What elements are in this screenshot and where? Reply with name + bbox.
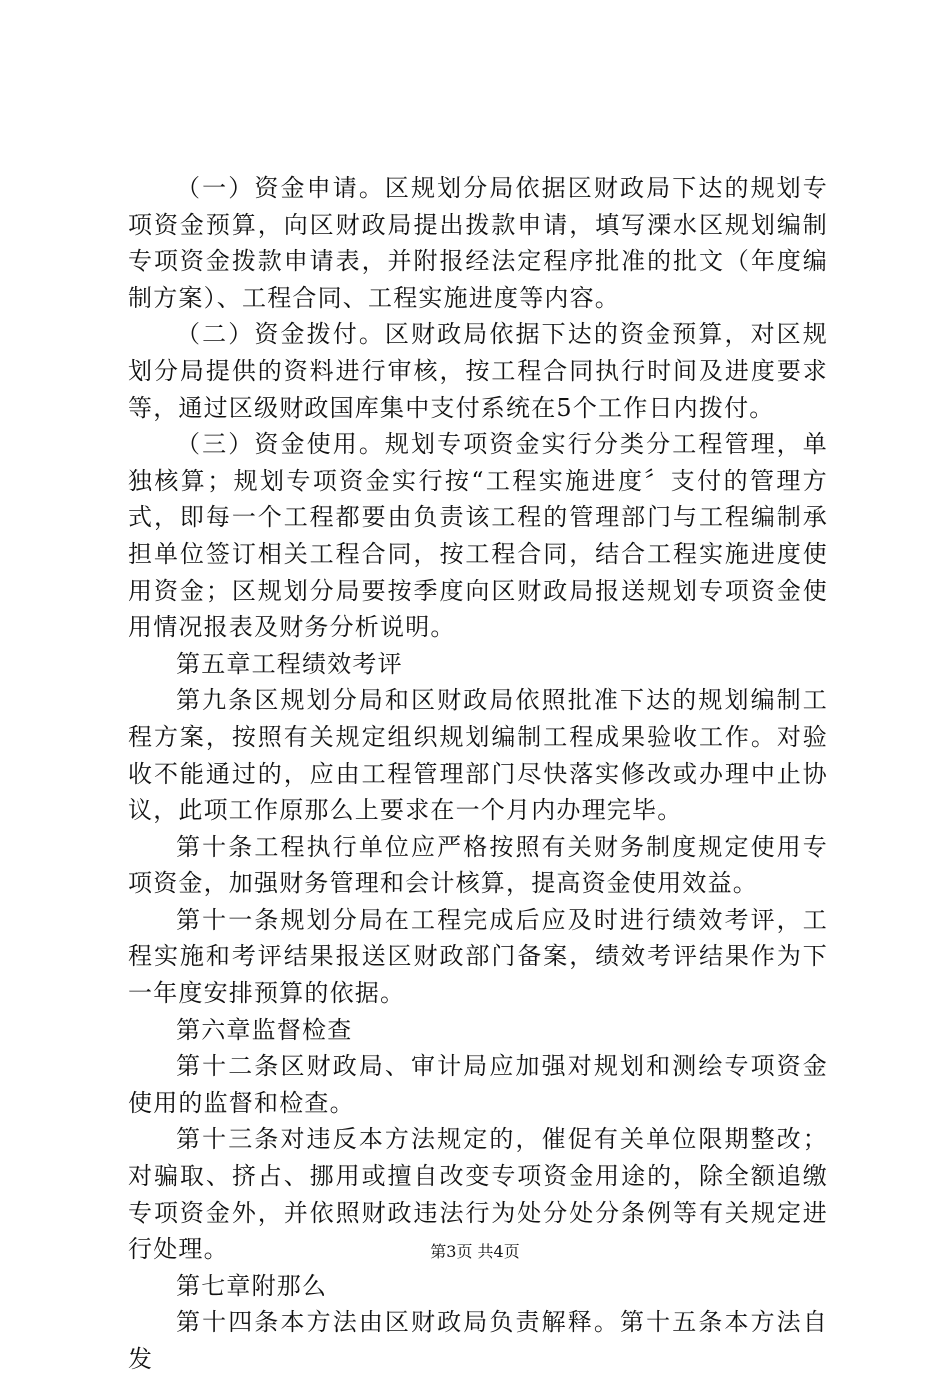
article-9: 第九条区规划分局和区财政局依照批准下达的规划编制工程方案，按照有关规定组织规划编制工程成果验收工作。对验收不能通过的，应由工程管理部门尽快落实修改或办理中止协议，此项工作原那么上要求在一个月内办理完毕。 [128,686,828,825]
chapter-heading-7: 第七章附那么 [176,1271,328,1300]
chapter-heading-5: 第五章工程绩效考评 [176,649,403,678]
article-11: 第十一条规划分局在工程完成后应及时进行绩效考评，工程实施和考评结果报送区财政部门备案，绩效考评结果作为下一年度安排预算的依据。 [128,905,828,1008]
article-13: 第十三条对违反本方法规定的，催促有关单位限期整改；对骗取、挤占、挪用或擅自改变专项资金用途的，除全额追缴专项资金外，并依照财政违法行为处分处分条例等有关规定进行处理。 [128,1125,828,1264]
page-number-footer: 第3页 共4页 [430,1242,520,1261]
chapter-heading-6: 第六章监督检查 [176,1015,353,1044]
article-14-15: 第十四条本方法由区财政局负责解释。第十五条本方法自发 [128,1308,828,1373]
paragraph-fund-application: （一）资金申请。区规划分局依据区财政局下达的规划专项资金预算，向区财政局提出拨款申请，填写溧水区规划编制专项资金拨款申请表，并附报经法定程序批准的批文（年度编制方案）、工程合同、工程实施进度等内容。 [128,174,828,312]
article-12: 第十二条区财政局、审计局应加强对规划和测绘专项资金使用的监督和检查。 [128,1052,828,1117]
document-body [128,170,828,1378]
article-10: 第十条工程执行单位应严格按照有关财务制度规定使用专项资金，加强财务管理和会计核算，提高资金使用效益。 [128,832,828,898]
paragraph-fund-usage: （三）资金使用。规划专项资金实行分类分工程管理，单独核算；规划专项资金实行按“工程实施进度〞支付的管理方式，即每一个工程都要由负责该工程的管理部门与工程编制承担单位签订相关工程合同，按工程合同，结合工程实施进度使用资金；区规划分局要按季度向区财政局报送规划专项资金使用情况报表及财务分析说明。 [128,430,828,642]
paragraph-fund-disbursement: （二）资金拨付。区财政局依据下达的资金预算，对区规划分局提供的资料进行审核，按工程合同执行时间及进度要求等，通过区级财政国库集中支付系统在5个工作日内拨付。 [128,320,828,422]
